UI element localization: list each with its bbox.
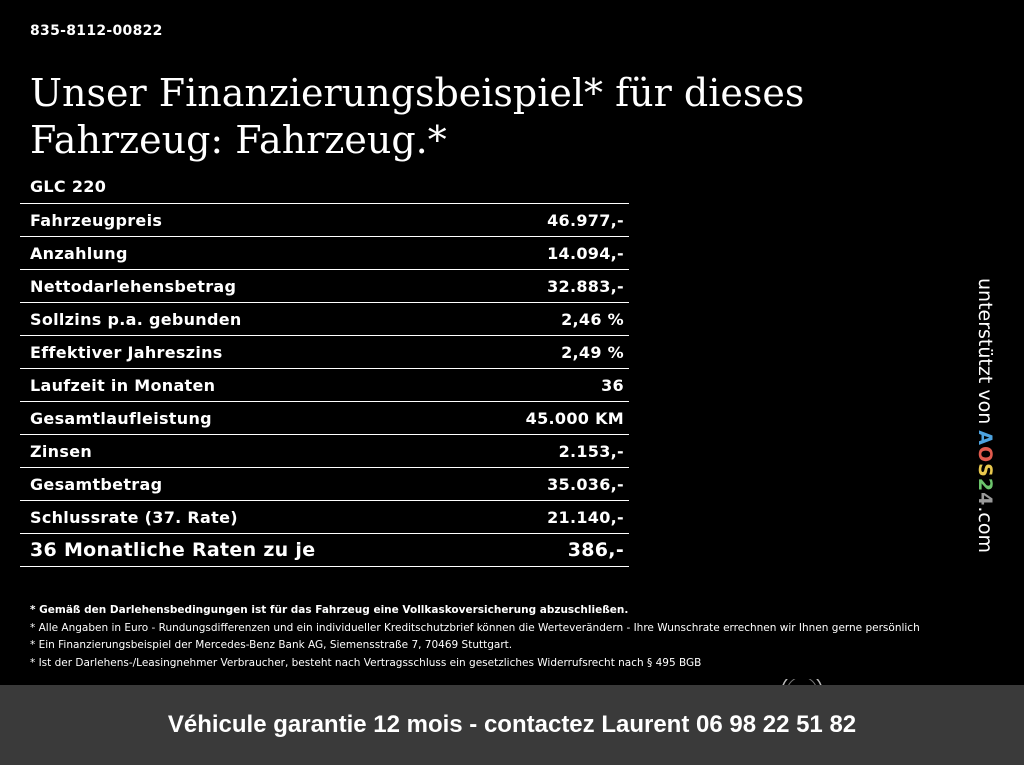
footnote: * Ein Finanzierungsbeispiel der Mercedes-Benz Bank AG, Siemensstraße 7, 70469 Stuttgart. (30, 639, 513, 651)
footnotes (30, 602, 1010, 672)
table-row (20, 270, 629, 303)
row-label: Zinsen (30, 441, 93, 461)
table-row (20, 501, 629, 534)
total-label: 36 Monatliche Raten zu je (30, 539, 316, 561)
reference-number: 835-8112-00822 (30, 23, 163, 39)
row-value: 2,46 % (561, 309, 624, 329)
total-value: 386,- (567, 539, 624, 561)
row-value: 21.140,- (547, 507, 624, 527)
row-value: 46.977,- (547, 210, 624, 230)
row-label: Schlussrate (37. Rate) (30, 507, 238, 527)
aos24-logo: AOS24 (974, 430, 996, 507)
aos24-badge[interactable] (972, 278, 998, 558)
row-value: 36 (601, 375, 624, 395)
row-label: Gesamtbetrag (30, 474, 163, 494)
table-row (20, 369, 629, 402)
table-row (20, 204, 629, 237)
row-value: 2.153,- (558, 441, 624, 461)
monthly-rate-row (20, 534, 629, 567)
row-label: Laufzeit in Monaten (30, 375, 216, 395)
row-label: Anzahlung (30, 243, 128, 263)
supported-by-label: unterstützt von (974, 278, 996, 425)
row-label: Gesamtlaufleistung (30, 408, 212, 428)
financing-table (20, 203, 629, 567)
aos24-badge-text: unterstützt von AOS24.com (974, 278, 996, 553)
page-title: Unser Finanzierungsbeispiel* für dieses Fahrzeug: Fahrzeug.* (30, 71, 805, 162)
row-value: 14.094,- (547, 243, 624, 263)
row-value: 35.036,- (547, 474, 624, 494)
vehicle-model: GLC 220 (30, 177, 107, 196)
footer-banner: Véhicule garantie 12 mois - contactez Laurent 06 98 22 51 82 (0, 685, 1024, 765)
row-label: Nettodarlehensbetrag (30, 276, 237, 296)
table-row (20, 402, 629, 435)
row-value: 32.883,- (547, 276, 624, 296)
footnote: * Ist der Darlehens-/Leasingnehmer Verbraucher, besteht nach Vertragsschluss ein gesetzliches Widerrufsrecht nach § 495 BGB (30, 656, 702, 669)
row-value: 2,49 % (561, 342, 624, 362)
table-row (20, 303, 629, 336)
table-row (20, 468, 629, 501)
row-label: Effektiver Jahreszins (30, 342, 223, 362)
table-row (20, 435, 629, 468)
row-value: 45.000 KM (525, 408, 624, 428)
footnote: * Alle Angaben in Euro - Rundungsdifferenzen und ein individueller Kreditschutzbrief können die Werteverändern - Ihre Wunschrate errechnen wir Ihnen gerne persönlich (30, 621, 920, 634)
table-row (20, 237, 629, 270)
row-label: Fahrzeugpreis (30, 210, 163, 230)
table-row (20, 336, 629, 369)
row-label: Sollzins p.a. gebunden (30, 309, 242, 329)
footnote: * Gemäß den Darlehensbedingungen ist für das Fahrzeug eine Vollkaskoversicherung abzuschließen. (30, 604, 629, 616)
